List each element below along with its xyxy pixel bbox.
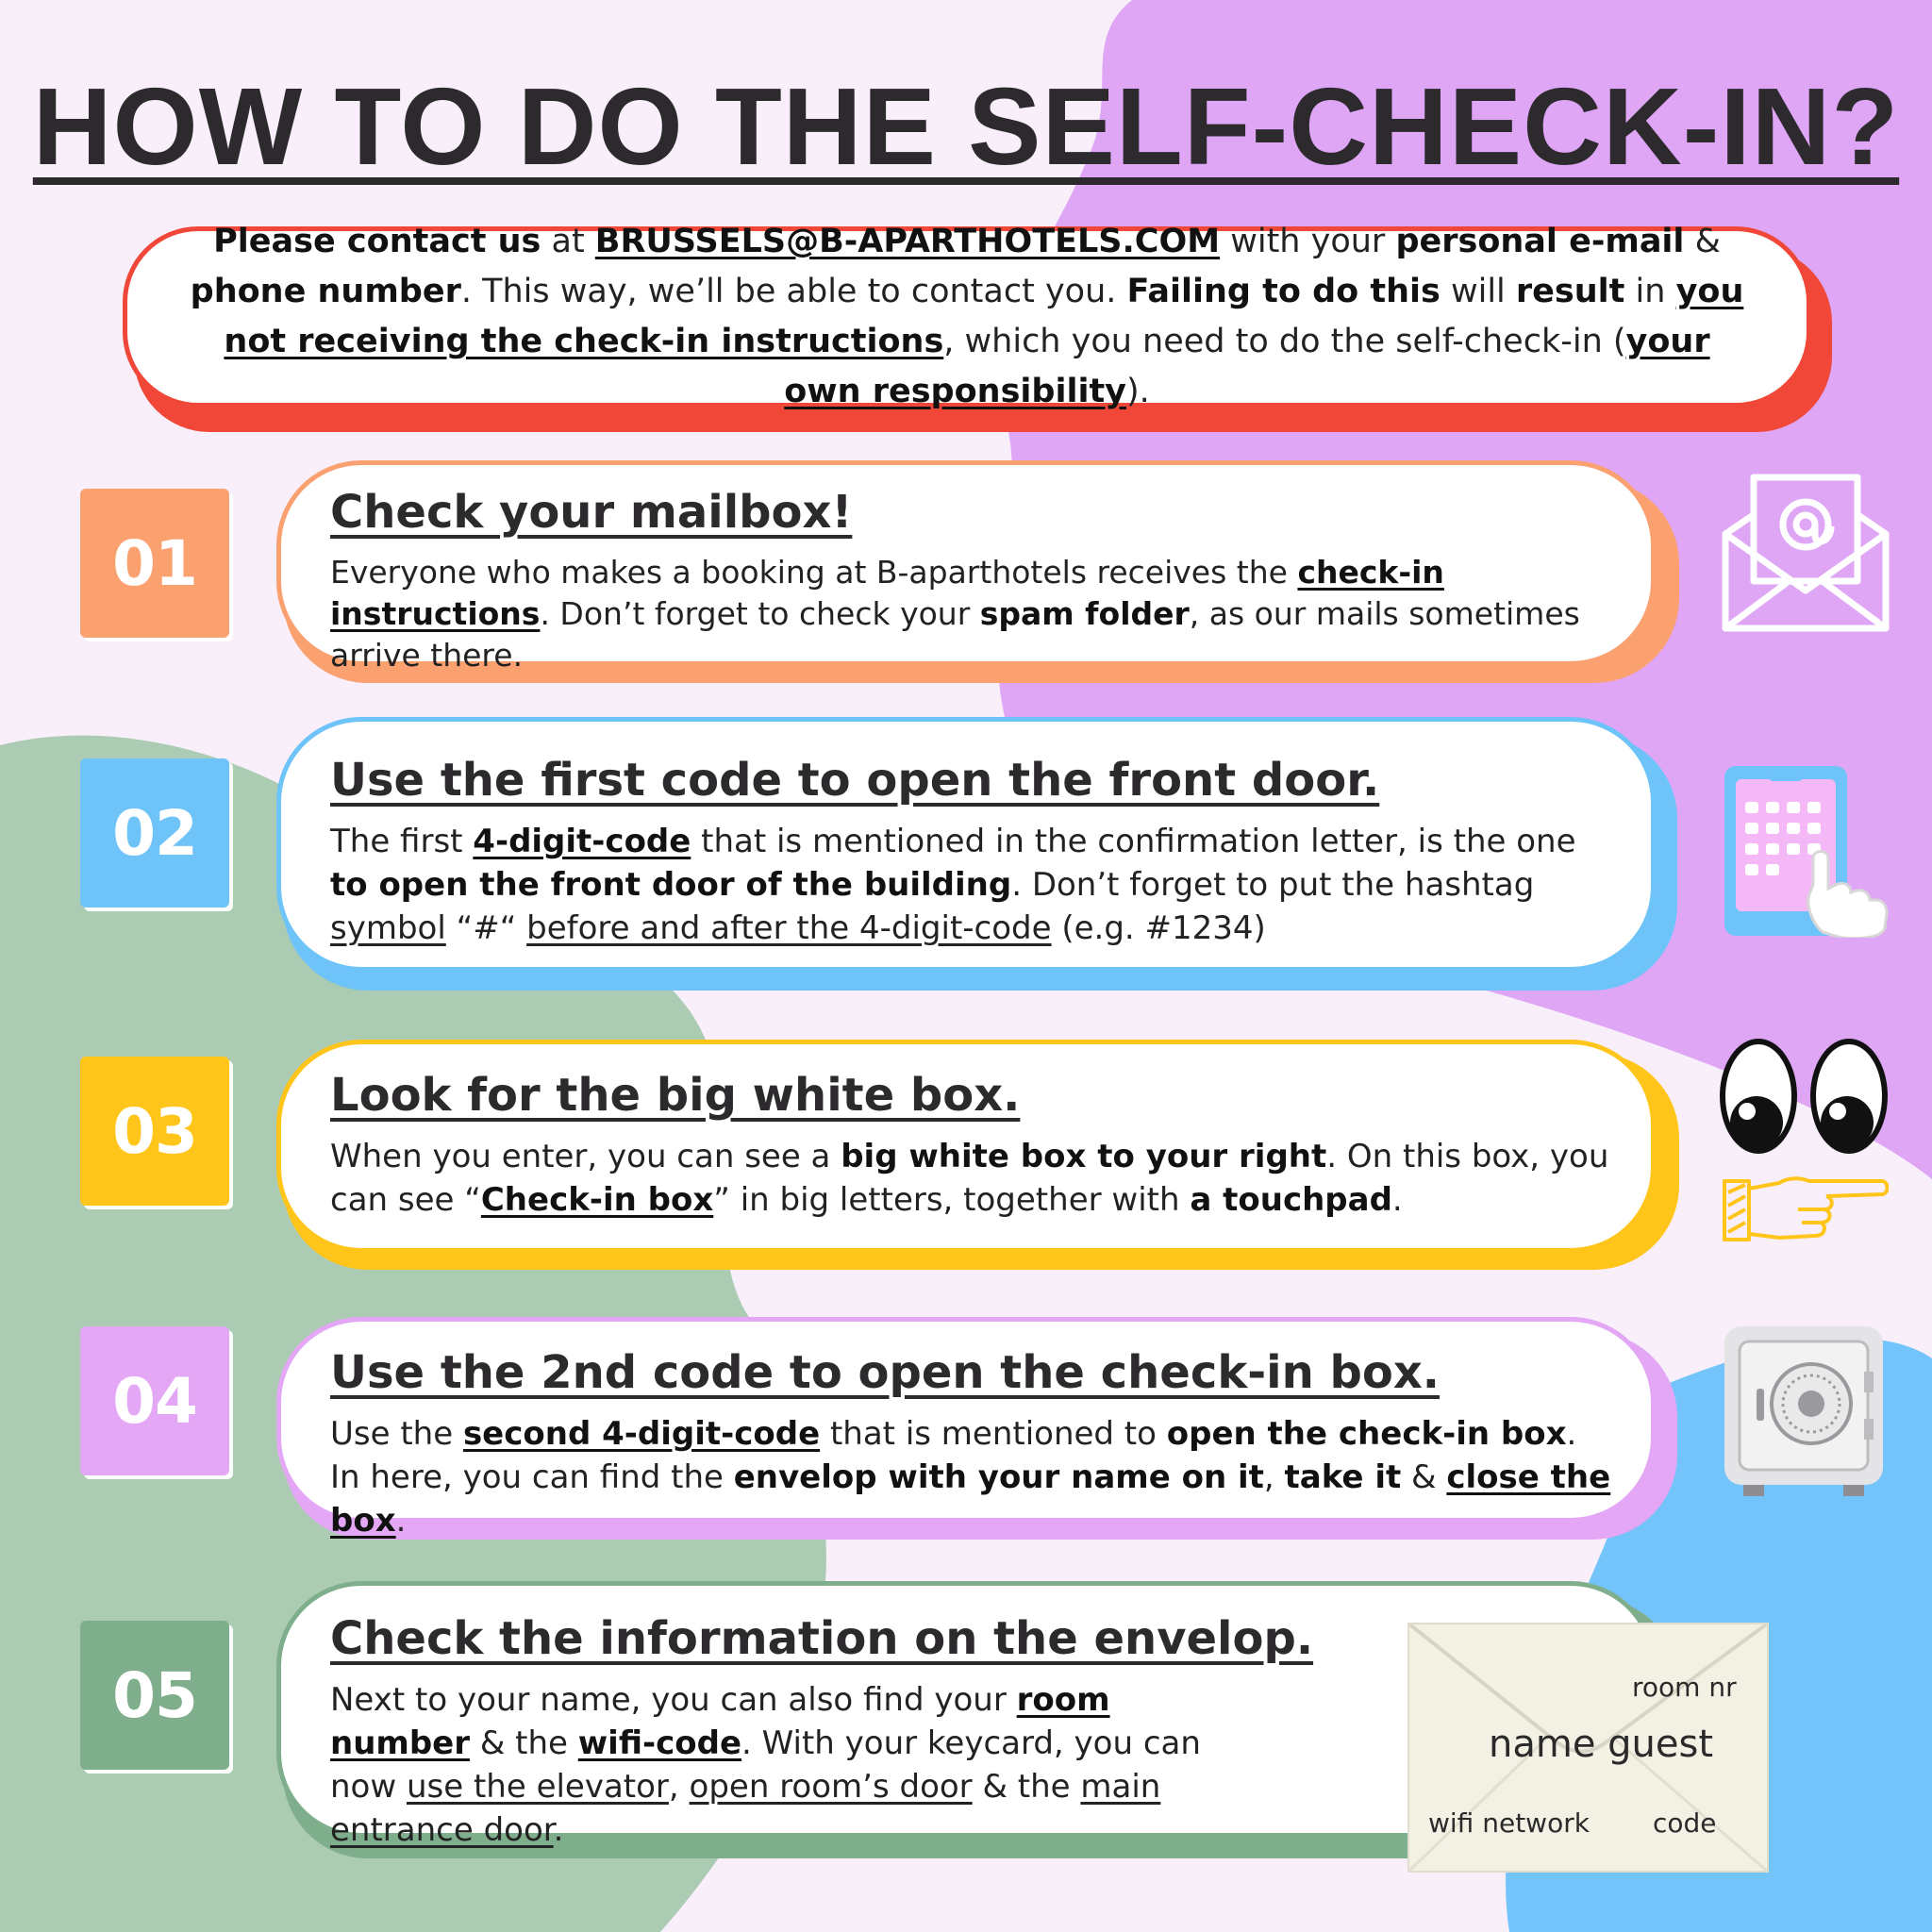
pointing-hand-icon — [1723, 1172, 1889, 1247]
envelope-illustration — [1407, 1623, 1769, 1873]
notice-text: Please contact us at BRUSSELS@B-APARTHOTELS.COM with your personal e-mail & phone number. This way, we’ll be able to contact you. Failing to do this will result in you not receiving the check-in instructions, which you need to do the self-check-in (your own responsibility). — [190, 223, 1744, 410]
step-01-heading: Check your mailbox! — [330, 486, 853, 539]
step-number-01: 01 — [80, 489, 229, 638]
step-number-05: 05 — [80, 1621, 229, 1770]
step-number-03: 03 — [80, 1057, 229, 1206]
contact-notice — [123, 223, 1811, 410]
step-01-card — [276, 460, 1656, 674]
step-04-heading: Use the 2nd code to open the check-in box. — [330, 1346, 1441, 1399]
step-number-02: 02 — [80, 758, 229, 908]
step-01-text: Everyone who makes a booking at B-aparthotels receives the check-in instructions. Don’t forget to check your spam folder, as our mails sometimes arrive there. — [330, 554, 1580, 674]
step-02-heading: Use the first code to open the front door. — [330, 754, 1380, 807]
step-05-text: Next to your name, you can also find your room number & the wifi-code. With your keycard, you can now use the elevator, open room’s door & the main entrance door. — [330, 1681, 1201, 1849]
step-05-heading: Check the information on the envelop. — [330, 1612, 1314, 1665]
page-title: HOW TO DO THE SELF-CHECK-IN? — [32, 65, 1900, 188]
step-number-04: 04 — [80, 1326, 229, 1475]
step-04-text: Use the second 4-digit-code that is mentioned to open the check-in box. In here, you can find the envelop with your name on it, take it & close the box. — [330, 1415, 1611, 1540]
step-04-card — [276, 1317, 1656, 1540]
envelope-wifi-label: wifi network — [1428, 1807, 1590, 1839]
step-03-heading: Look for the big white box. — [330, 1069, 1021, 1122]
keypad-icon — [1719, 762, 1889, 938]
step-03-card — [276, 1040, 1656, 1253]
eyes-icon — [1719, 1036, 1890, 1158]
safe-icon — [1723, 1324, 1885, 1498]
step-03-text: When you enter, you can see a big white box to your right. On this box, you can see “Check-in box” in big letters, together with a touchpad. — [330, 1138, 1609, 1219]
envelope-code-label: code — [1653, 1807, 1717, 1839]
mail-icon — [1722, 472, 1890, 634]
envelope-room-label: room nr — [1632, 1672, 1737, 1703]
envelope-name-label: name guest — [1489, 1723, 1714, 1766]
step-02-card — [276, 717, 1656, 972]
contact-email-link[interactable]: BRUSSELS@B-APARTHOTELS.COM — [594, 223, 1221, 260]
step-02-text: The first 4-digit-code that is mentioned in the confirmation letter, is the one to open the front door of the building. Don’t forget to put the hashtag symbol “#“ before and after the 4-digit-code (e.g. #1234) — [330, 823, 1576, 947]
